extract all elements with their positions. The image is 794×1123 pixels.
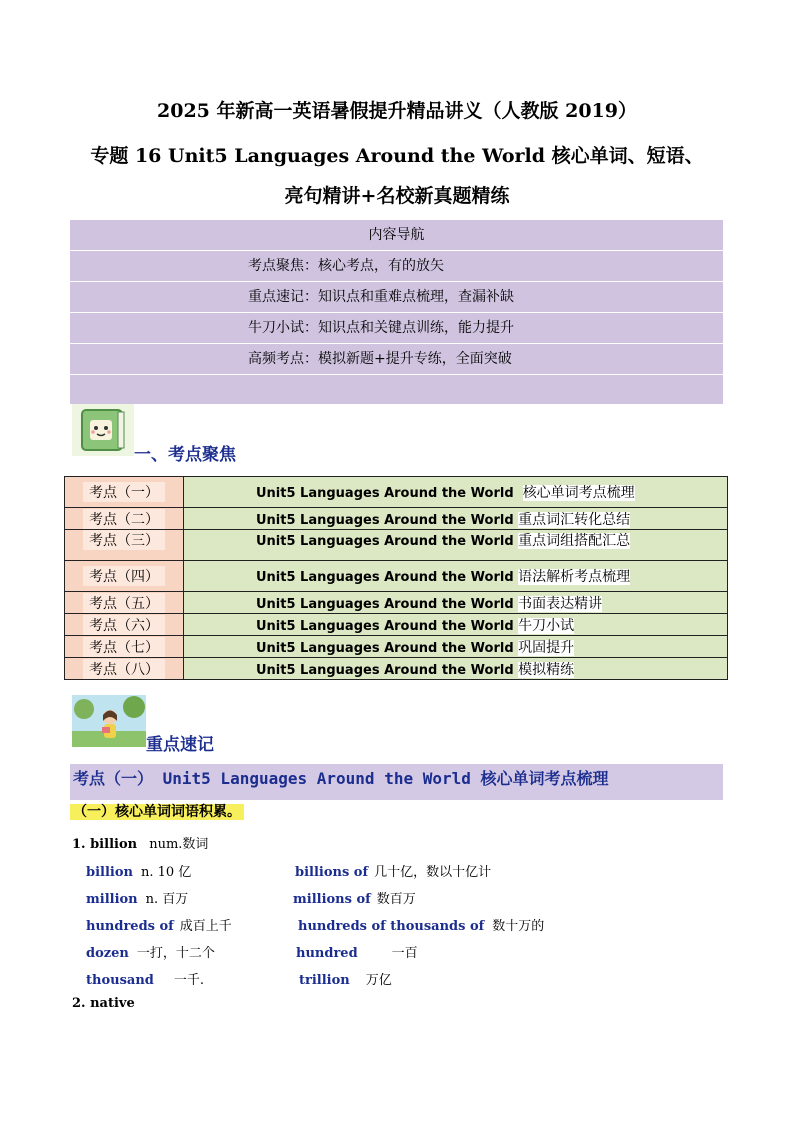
row-topic: 牛刀小试 (518, 617, 575, 634)
row-label: 考点（五） (83, 593, 165, 613)
row-label: 考点（六） (83, 615, 165, 635)
knowledge-point-heading: 考点（一） Unit5 Languages Around the World 核心单词考点梳理 (70, 764, 723, 800)
word-item: hundreds of thousands of 数十万的 (298, 919, 545, 934)
document-title-line-3: 亮句精讲+名校新真题精练 (284, 185, 510, 207)
table-row (65, 592, 728, 614)
row-label: 考点（二） (83, 509, 165, 529)
word-item: billion n. 10 亿 (86, 865, 192, 880)
nav-empty-row (70, 375, 723, 405)
word-item: hundred 一百 (296, 946, 418, 961)
table-row (65, 477, 728, 508)
row-topic: 重点词汇转化总结 (518, 511, 631, 528)
table-row (65, 508, 728, 530)
word-item: million n. 百万 (86, 892, 189, 907)
content-navigation-box (70, 220, 723, 404)
reading-girl-icon (72, 695, 146, 747)
entry-2: 2. native (72, 996, 135, 1011)
row-topic: 模拟精练 (518, 661, 575, 678)
document-title-line-2: 专题 16 Unit5 Languages Around the World 核心单词、短语、 (90, 145, 704, 167)
row-topic: 核心单词考点梳理 (522, 485, 635, 501)
row-label: 考点（七） (83, 637, 165, 657)
word-item: hundreds of 成百上千 (86, 919, 232, 934)
row-unit: Unit5 Languages Around the World (256, 534, 514, 549)
table-row (65, 658, 728, 680)
row-unit: Unit5 Languages Around the World (256, 570, 514, 585)
row-unit: Unit5 Languages Around the World (256, 640, 514, 656)
word-item: thousand 一千. (86, 973, 205, 988)
row-unit: Unit5 Languages Around the World (256, 662, 514, 678)
book-icon (72, 404, 134, 456)
word-item: billions of 几十亿，数以十亿计 (295, 865, 492, 880)
nav-item-practice: 牛刀小试：知识点和关键点训练，能力提升 (70, 313, 723, 344)
row-unit: Unit5 Languages Around the World (256, 486, 514, 501)
row-unit: Unit5 Languages Around the World (256, 512, 514, 528)
row-topic: 语法解析考点梳理 (518, 569, 631, 585)
row-topic: 重点词组搭配汇总 (518, 533, 631, 549)
section-heading-quick-notes: 重点速记 (146, 735, 214, 755)
nav-item-quick-notes: 重点速记：知识点和重难点梳理，查漏补缺 (70, 282, 723, 313)
row-topic: 巩固提升 (518, 639, 575, 656)
subheading-core-words: （一）核心单词词语积累。 (70, 801, 244, 821)
document-title-line-1: 2025 年新高一英语暑假提升精品讲义（人教版 2019） (157, 100, 637, 122)
row-label: 考点（八） (83, 659, 165, 679)
section-heading-focus: 一、考点聚焦 (134, 445, 236, 465)
word-item: trillion 万亿 (299, 973, 392, 988)
table-row (65, 530, 728, 561)
row-label: 考点（一） (83, 482, 165, 502)
row-unit: Unit5 Languages Around the World (256, 596, 514, 612)
table-row (65, 614, 728, 636)
word-item: millions of 数百万 (293, 892, 416, 907)
entry-1: 1. billion num.数词 (72, 837, 209, 852)
table-row (65, 561, 728, 592)
nav-item-focus: 考点聚焦：核心考点，有的放矢 (70, 251, 723, 282)
row-topic: 书面表达精讲 (518, 595, 603, 612)
nav-item-frequent: 高频考点：模拟新题+提升专练，全面突破 (70, 344, 723, 375)
row-label: 考点（三） (83, 530, 165, 550)
knowledge-point-table (64, 476, 728, 680)
word-item: dozen 一打，十二个 (86, 946, 215, 961)
row-unit: Unit5 Languages Around the World (256, 618, 514, 634)
row-label: 考点（四） (83, 566, 165, 586)
table-row (65, 636, 728, 658)
nav-title: 内容导航 (70, 220, 723, 251)
